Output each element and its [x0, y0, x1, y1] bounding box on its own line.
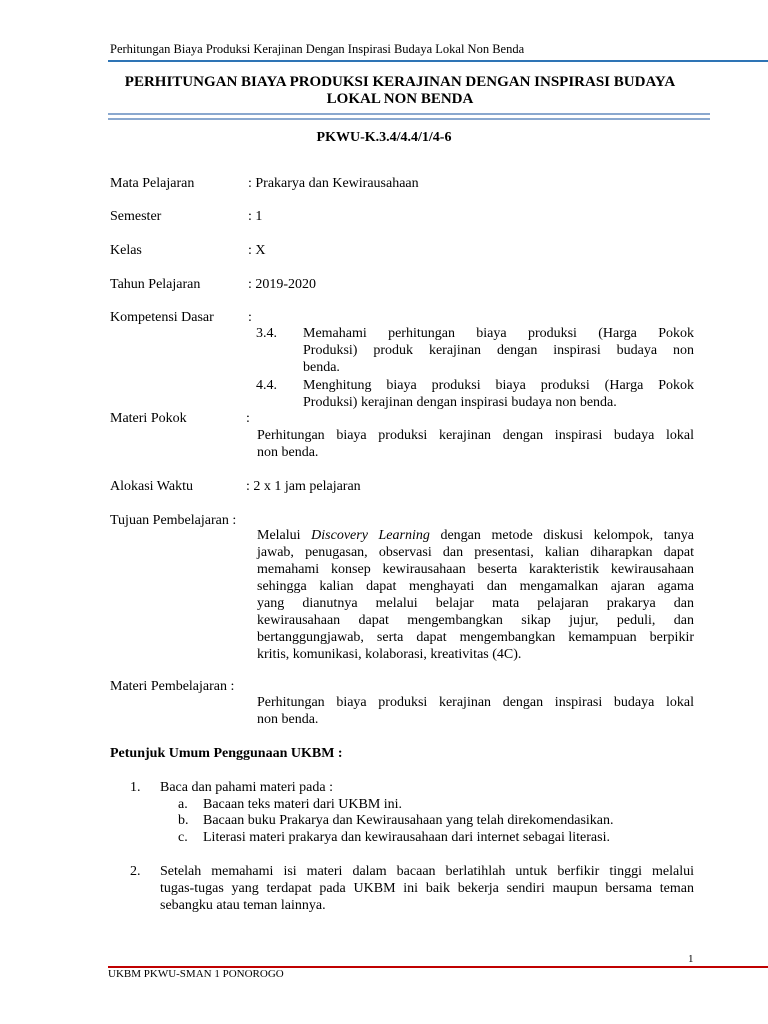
tahun-label: Tahun Pelajaran: [110, 277, 201, 292]
title-line-2: LOKAL NON BENDA: [326, 91, 474, 107]
kelas-value: : X: [248, 243, 266, 258]
item-1-text: Baca dan pahami materi pada :: [160, 780, 333, 795]
materi-pokok-label: Materi Pokok: [110, 411, 187, 426]
kd-1-line-2: Produksi) produk kerajinan dengan inspirasi budaya non: [303, 343, 694, 358]
item-1-number: 1.: [130, 780, 141, 795]
kd-1-line-3: benda.: [303, 360, 340, 375]
alokasi-label: Alokasi Waktu: [110, 479, 193, 494]
materi-pemb-label: Materi Pembelajaran :: [110, 679, 235, 694]
alokasi-value: : 2 x 1 jam pelajaran: [246, 479, 361, 494]
kd-2-text: [303, 377, 694, 411]
tujuan-line-1a: Melalui: [257, 528, 312, 543]
kd-1-text: [303, 325, 694, 376]
title-rule-bottom: [108, 118, 710, 120]
sub-c-text: Literasi materi prakarya dan kewirausahaan dari internet sebagai literasi.: [203, 830, 610, 845]
materi-pemb-line-1: Perhitungan biaya produksi kerajinan dengan inspirasi budaya lokal: [257, 695, 694, 710]
materi-pemb-line-2: non benda.: [257, 712, 319, 727]
materi-pokok-text: [257, 427, 694, 461]
tujuan-line-3: memahami konsep kewirausahaan beserta karakteristik kewirausahaan: [257, 562, 694, 577]
sub-b-marker: b.: [178, 813, 189, 828]
semester-label: Semester: [110, 209, 162, 224]
mapel-label: Mata Pelajaran: [110, 176, 195, 191]
kd-2-line-1: Menghitung biaya produksi biaya produksi (Harga Pokok: [303, 378, 694, 393]
sub-b-text: Bacaan buku Prakarya dan Kewirausahaan yang telah direkomendasikan.: [203, 813, 614, 828]
footer-text: UKBM PKWU-SMAN 1 PONOROGO: [108, 968, 284, 980]
tujuan-line-2: jawab, penugasan, observasi dan presentasi, kalian diharapkan dapat: [257, 545, 694, 560]
sub-c-marker: c.: [178, 830, 188, 845]
materi-pokok-colon: :: [246, 411, 250, 426]
discovery-learning-term: Discovery Learning: [311, 528, 430, 543]
semester-value: : 1: [248, 209, 263, 224]
sub-a-text: Bacaan teks materi dari UKBM ini.: [203, 797, 403, 812]
materi-pokok-line-1: Perhitungan biaya produksi kerajinan dengan inspirasi budaya lokal: [257, 428, 694, 443]
petunjuk-heading: Petunjuk Umum Penggunaan UKBM :: [110, 746, 343, 761]
sub-a-marker: a.: [178, 797, 188, 812]
header-rule: [108, 60, 768, 62]
kd-1-line-1: Memahami perhitungan biaya produksi (Harga Pokok: [303, 326, 694, 341]
item-2-line-1: Setelah memahami isi materi dalam bacaan berlatihlah untuk berfikir tinggi melalui: [160, 864, 694, 879]
tujuan-line-7: bertanggungjawab, serta dapat mengembangkan kemampuan berpikir: [257, 630, 694, 645]
materi-pemb-text: [257, 694, 694, 728]
kd-2-number: 4.4.: [256, 378, 277, 393]
running-header: Perhitungan Biaya Produksi Kerajinan Dengan Inspirasi Budaya Lokal Non Benda: [110, 42, 525, 56]
kd-label: Kompetensi Dasar: [110, 310, 214, 325]
tujuan-line-4: sehingga kalian dapat menghayati dan mengamalkan ajaran agama: [257, 579, 694, 594]
tujuan-line-1: [257, 527, 694, 544]
tujuan-text: [257, 527, 694, 663]
item-2-line-3: sebangku atau teman lainnya.: [160, 898, 326, 913]
kd-2-line-2: Produksi) kerajinan dengan inspirasi budaya non benda.: [303, 395, 617, 410]
kd-colon: :: [248, 310, 252, 325]
tahun-value: : 2019-2020: [248, 277, 317, 292]
tujuan-line-5: yang dianutnya melalui belajar mata pelajaran prakarya dan: [257, 596, 694, 611]
title-line-1: PERHITUNGAN BIAYA PRODUKSI KERAJINAN DENGAN INSPIRASI BUDAYA: [124, 74, 676, 90]
tujuan-line-8: kritis, komunikasi, kolaborasi, kreativitas (4C).: [257, 647, 522, 662]
kd-1-number: 3.4.: [256, 326, 277, 341]
item-2-number: 2.: [130, 864, 141, 879]
tujuan-line-6: kewirausahaan dapat mengembangkan sikap jujur, peduli, dan: [257, 613, 694, 628]
document-title: [100, 74, 700, 108]
kelas-label: Kelas: [110, 243, 142, 258]
tujuan-label: Tujuan Pembelajaran :: [110, 513, 237, 528]
title-rule-top: [108, 113, 710, 115]
item-2-line-2: tugas-tugas yang terdapat pada UKBM ini baik bekerja sendiri maupun bersama teman: [160, 881, 694, 896]
materi-pokok-line-2: non benda.: [257, 445, 319, 460]
tujuan-line-1c: dengan metode diskusi kelompok, tanya: [429, 528, 695, 543]
page-number: 1: [688, 953, 694, 965]
mapel-value: : Prakarya dan Kewirausahaan: [248, 176, 419, 191]
item-2-text: [160, 863, 694, 914]
document-code: PKWU-K.3.4/4.4/1/4-6: [316, 130, 452, 145]
